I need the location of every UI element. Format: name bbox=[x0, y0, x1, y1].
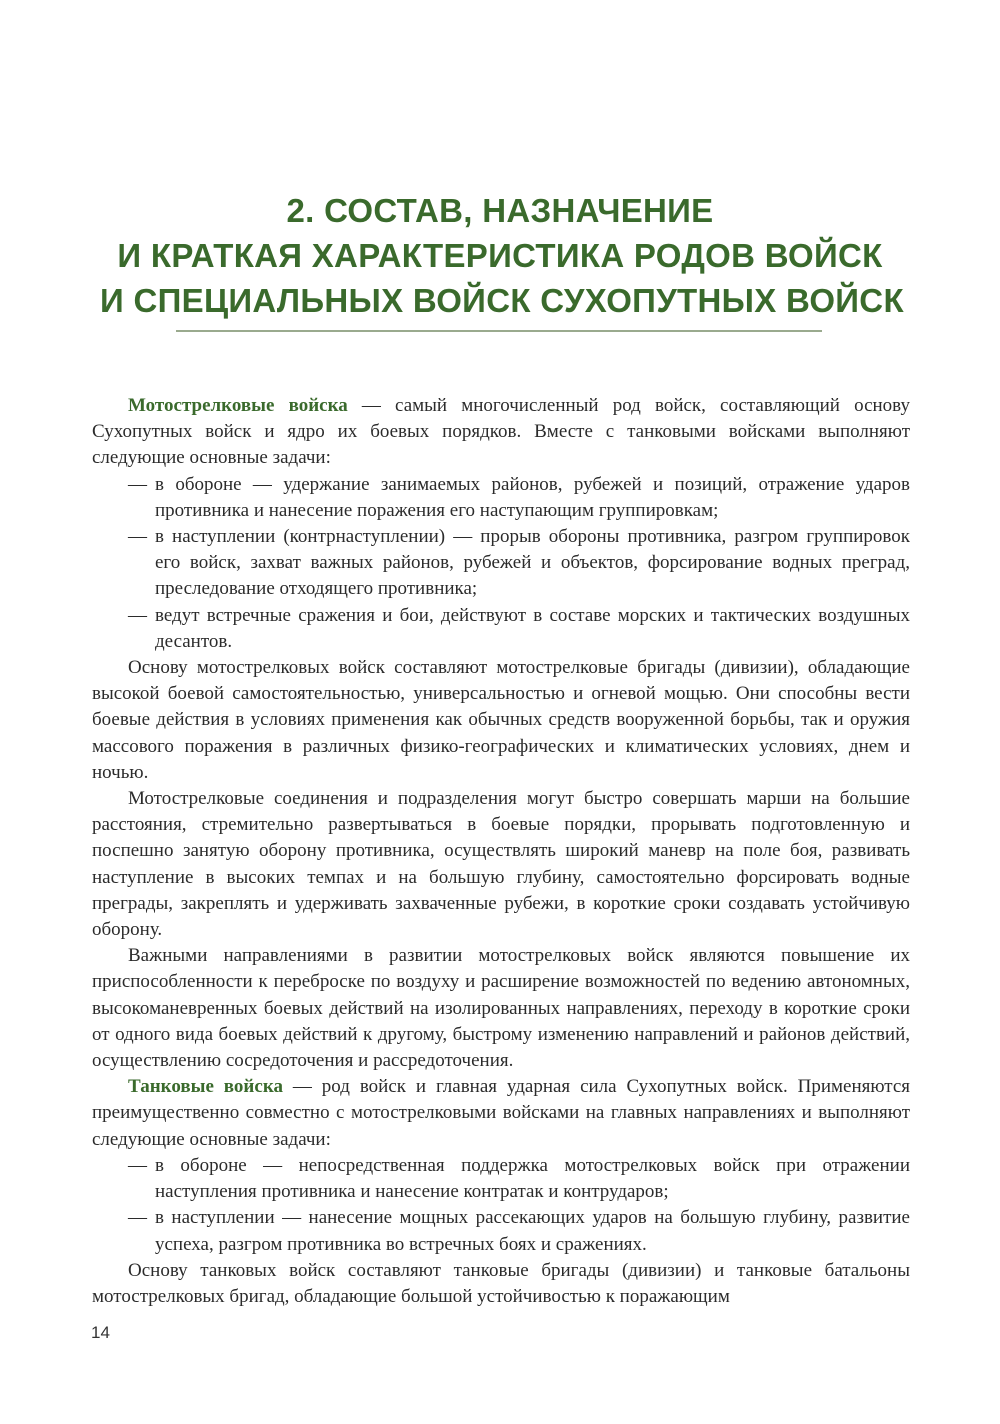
tank-intro-paragraph bbox=[92, 1074, 910, 1153]
heading-line-2: И КРАТКАЯ ХАРАКТЕРИСТИКА РОДОВ ВОЙСК bbox=[117, 237, 883, 274]
dash-bullet: — bbox=[128, 604, 147, 626]
body-text bbox=[92, 393, 910, 1310]
tank-intro-text: — род войск и главная ударная сила Сухопутных войск. Применяются преимущественно совместно с мотострелковыми войсками на главных направлениях и выполняют следующие основные задачи: bbox=[92, 1076, 911, 1150]
term-tank-troops: Танковые войска bbox=[128, 1076, 283, 1098]
list-item-text: в наступлении (контрнаступлении) — прорыв обороны противника, разгром группировок его войск, захват важных районов, рубежей и объектов, форсирование водных преград, преследование отходящего противника; bbox=[155, 526, 910, 600]
heading-line-3: И СПЕЦИАЛЬНЫХ ВОЙСК СУХОПУТНЫХ ВОЙСК bbox=[100, 282, 904, 319]
heading-underline bbox=[176, 330, 822, 332]
motorized-development-paragraph: Важными направлениями в развитии мотострелковых войск являются повышение их приспособленности к переброске по воздуху и расширение возможностей по ведению автономных, высокоманевренных боевых действий на изолированных направлениях, переходу в короткие сроки от одного вида боевых действий к другому, быстрому изменению направлений и районов действий, осуществлению сосредоточения и рассредоточения. bbox=[92, 945, 910, 1072]
list-item bbox=[92, 603, 910, 655]
tank-tasks-list bbox=[92, 1153, 910, 1258]
dash-bullet: — bbox=[128, 1207, 147, 1229]
list-item-text: в наступлении — нанесение мощных рассекающих ударов на большую глубину, развитие успеха, разгром противника во встречных боях и сражениях. bbox=[155, 1207, 910, 1255]
list-item bbox=[92, 472, 910, 524]
page-number: 14 bbox=[91, 1323, 110, 1342]
list-item-text: ведут встречные сражения и бои, действуют в составе морских и тактических воздушных десантов. bbox=[155, 604, 910, 652]
term-motorized-troops: Мотострелковые войска bbox=[128, 395, 348, 416]
heading-line-1: 2. СОСТАВ, НАЗНАЧЕНИЕ bbox=[286, 192, 714, 229]
list-item-text: в обороне — удержание занимаемых районов, рубежей и позиций, отражение ударов противника и нанесение поражения его наступающим группировкам; bbox=[155, 473, 910, 521]
motorized-tasks-list bbox=[92, 472, 910, 655]
list-item bbox=[92, 1153, 910, 1205]
chapter-heading bbox=[100, 188, 904, 323]
dash-bullet: — bbox=[128, 473, 147, 495]
motorized-basis-paragraph: Основу мотострелковых войск составляют мотострелковые бригады (дивизии), обладающие высокой боевой самостоятельностью, универсальностью и огневой мощью. Они способны вести боевые действия в условиях применения как обычных средств вооруженной борьбы, так и оружия массового поражения в различных физико-географических и климатических условиях, днем и ночью. bbox=[92, 657, 910, 783]
dash-bullet: — bbox=[128, 526, 147, 548]
list-item-text: в обороне — непосредственная поддержка мотострелковых войск при отражении наступления противника и нанесение контратак и контрударов; bbox=[155, 1154, 910, 1203]
motorized-intro-paragraph bbox=[92, 393, 910, 472]
list-item bbox=[92, 1205, 910, 1257]
motorized-intro-text: — самый многочисленный род войск, составляющий основу Сухопутных войск и ядро их боевых порядков. Вместе с танковыми войсками выполняют следующие основные задачи: bbox=[92, 395, 910, 469]
dash-bullet: — bbox=[128, 1154, 147, 1176]
list-item bbox=[92, 524, 910, 603]
tank-basis-paragraph: Основу танковых войск составляют танковые бригады (дивизии) и танковые батальоны мотострелковых бригад, обладающие большой устойчивостью к поражающим bbox=[92, 1259, 910, 1307]
motorized-units-paragraph: Мотострелковые соединения и подразделения могут быстро совершать марши на большие расстояния, стремительно развертываться в боевые порядки, прорывать подготовленную и поспешно занятую оборону противника, осуществлять широкий маневр на поле боя, развивать наступление в высоких темпах и на большую глубину, самостоятельно форсировать водные преграды, закреплять и удерживать захваченные рубежи, в короткие сроки создавать устойчивую оборону. bbox=[92, 788, 910, 941]
